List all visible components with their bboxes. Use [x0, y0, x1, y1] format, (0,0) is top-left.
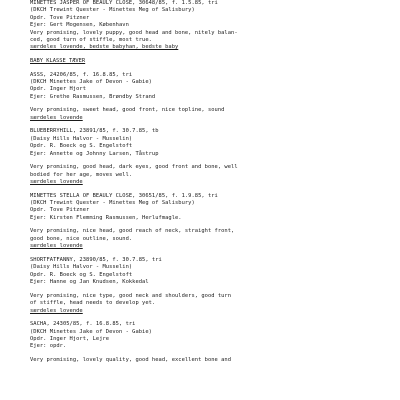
entry-parents: (DKCH Minettes Jake of Devon - Gabie) — [30, 328, 152, 335]
entry-breeder: Opdr. Inger Hjort, Lejre — [30, 335, 110, 342]
entry-breeder: Opdr. Inger Hjort — [30, 86, 87, 93]
dog-entry — [30, 72, 392, 123]
entry-owner: Ejer: Hanne og Jan Knudsen, Kokkedal — [30, 279, 149, 286]
dog-entry — [30, 128, 392, 186]
dog-entry-top — [30, 0, 392, 52]
entry-header: SACHA, 24305/85, f. 16.8.85, tri — [30, 321, 136, 328]
entry-parents: (Daisy Hills Halvor - Musselin) — [30, 264, 133, 271]
entry-critique-line: bodied for her age, moves well. — [30, 171, 133, 178]
entry-critique-line: Very promising, nice type, good neck and shoulders, good turn — [30, 292, 232, 299]
dog-entry — [30, 193, 392, 251]
entry-breeder: Opdr. Tove Pitzner — [30, 14, 90, 21]
entry-owner: Ejer: opdr. — [30, 343, 67, 350]
entry-parents: (DKCH Trewint Quester - Minettes Meg of Salisbury) — [30, 200, 195, 207]
entry-result: særdeles lovende — [30, 243, 83, 250]
entry-critique-line: Very promising, good head, dark eyes, good front and bone, well — [30, 164, 238, 171]
entry-critique-line: Very promising, lovely puppy, good head and bone, nitely balan- — [30, 29, 238, 36]
entry-owner: Ejer: Annette og Johnny Larsen, Tåstrup — [30, 150, 159, 157]
entry-critique-line: Very promising, lovely quality, good head, excellent bone and — [30, 356, 232, 363]
entry-critique-line: good bone, nice outline, sound. — [30, 235, 133, 242]
entry-result: særdeles lovende, bedste babyhan, bedste baby — [30, 44, 179, 51]
entry-breeder: Opdr. R. Boeck og S. Engelstoft — [30, 271, 133, 278]
entry-owner: Ejer: Grethe Rasmussen, Brøndby Strand — [30, 93, 156, 100]
entry-owner: Ejer: Gert Mogensen, København — [30, 22, 129, 29]
entry-header: ASSS, 24206/85, f. 16.8.85, tri — [30, 71, 133, 78]
dog-entry — [30, 321, 392, 364]
entry-critique-line: Very promising, nice head, good reach of neck, straight front, — [30, 228, 235, 235]
section-title: BABY KLASSE TÆVER — [30, 58, 86, 65]
entry-result: særdeles lovende — [30, 179, 83, 186]
entry-result: særdeles lovende — [30, 114, 83, 121]
entry-critique-line: ced, good turn of stiffle, most true. — [30, 37, 152, 44]
entry-parents: (DKCH Trewint Quester - Minettes Meg of Salisbury) — [30, 7, 195, 14]
entry-result: særdeles lovende — [30, 307, 83, 314]
entry-header: BLUEBERRYHILL, 23891/85, f. 30.7.85, tb — [30, 128, 159, 135]
entry-owner: Ejer: Kirsten Flemming Rasmussen, Herlufmagle. — [30, 214, 182, 221]
entry-header: MINETTES JASPER OF BEAULY CLOSE, 30648/85, f. 1.5.85, tri — [30, 0, 218, 6]
entry-critique-line: of stiffle, head needs to develop yet. — [30, 300, 156, 307]
entry-critique-line: Very promising, sweet head, good front, nice topline, sound — [30, 107, 225, 114]
dog-entry — [30, 257, 392, 315]
entry-breeder: Opdr. R. Boeck og S. Engelstoft — [30, 143, 133, 150]
entry-parents: (Daisy Hills Halvor - Musselin) — [30, 135, 133, 142]
entry-header: SHORTFATFANNY, 23890/85, f. 30.7.85, tri — [30, 256, 162, 263]
entry-parents: (DKCH Minettes Jake of Devon - Gabie) — [30, 79, 152, 86]
entry-header: MINETTES STELLA OF BEAULY CLOSE, 30651/85, f. 1.9.85, tri — [30, 192, 218, 199]
entry-breeder: Opdr. Tove Pitzner — [30, 207, 90, 214]
document-page — [30, 0, 392, 400]
